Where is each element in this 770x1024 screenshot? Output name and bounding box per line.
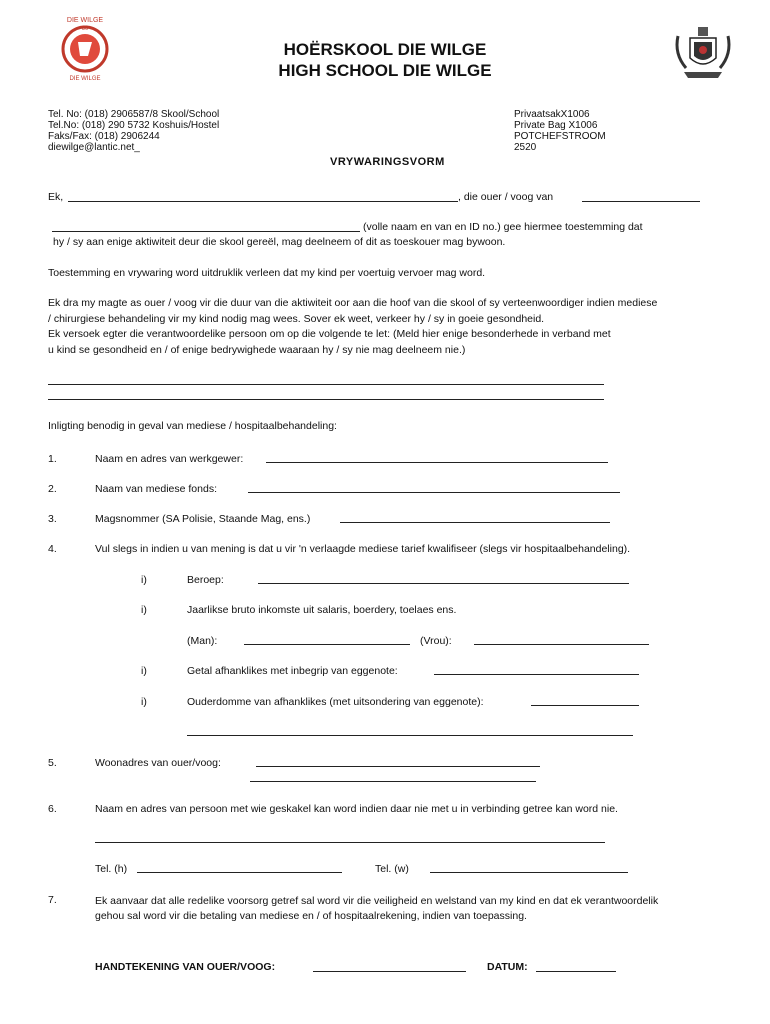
- consent-transport: Toestemming en vrywaring word uitdruklik verleen dat my kind per voertuig vervoer mag word.: [48, 267, 486, 279]
- dependants-count-label: Getal afhanklikes met inbegrip van eggenote:: [187, 665, 398, 677]
- powers-paragraph: [48, 296, 657, 358]
- dependants-count-field[interactable]: [434, 674, 639, 675]
- item-number: 1.: [48, 453, 57, 465]
- item-number: 2.: [48, 483, 57, 495]
- gross-income-label: Jaarlikse bruto inkomste uit salaris, boerdery, toelaes ens.: [187, 604, 457, 616]
- contact-line: Faks/Fax: (018) 2906244: [48, 131, 160, 142]
- home-address-field-2[interactable]: [250, 781, 536, 782]
- logo-text-top: DIE WILGE: [66, 17, 104, 24]
- reduced-tariff-label: Vul slegs in indien u van mening is dat u vir 'n verlaagde mediese tarief kwalifiseer (slegs vir hospitaalbehandeling).: [95, 543, 631, 555]
- contact-person-field[interactable]: [95, 842, 605, 843]
- sub-item-number: i): [141, 604, 147, 616]
- signature-label: HANDTEKENING VAN OUER/VOOG:: [95, 961, 276, 973]
- tel-work-label: Tel. (w): [375, 863, 409, 875]
- item-number: 6.: [48, 803, 57, 815]
- tel-work-field[interactable]: [430, 872, 628, 873]
- contact-line: Tel.No: (018) 290 5732 Koshuis/Hostel: [48, 120, 220, 131]
- contact-right: [514, 109, 606, 153]
- medical-fund-field[interactable]: [248, 492, 620, 493]
- health-notes-field-2[interactable]: [48, 399, 604, 400]
- address-line: Private Bag X1006: [514, 120, 598, 131]
- health-notes-field-1[interactable]: [48, 384, 604, 385]
- intro-full-name-label: (volle naam en van en ID no.) gee hiermee toestemming dat: [363, 221, 643, 233]
- school-title-afrikaans: HOËRSKOOL DIE WILGE: [283, 40, 487, 59]
- powers-line: Ek dra my magte as ouer / voog vir die duur van die aktiwiteit oor aan die hoof van die skool of sy verteenwoordiger indien mediese: [48, 297, 658, 309]
- item-number: 5.: [48, 757, 57, 769]
- force-number-field[interactable]: [340, 522, 610, 523]
- medical-heading: Inligting benodig in geval van mediese / hospitaalbehandeling:: [48, 420, 337, 432]
- acceptance-line: Ek aanvaar dat alle redelike voorsorg getref sal word vir die veiligheid en welstand van my kind en dat ek verantwoordelik: [95, 895, 659, 907]
- address-line: PrivaatsakX1006: [514, 109, 590, 120]
- powers-line: / chirurgiese behandeling vir my kind nodig mag wees. Sover ek weet, verkeer hy / sy in goeie gesondheid.: [48, 312, 545, 325]
- occupation-field[interactable]: [258, 583, 629, 584]
- tel-home-label: Tel. (h): [95, 863, 128, 875]
- powers-line: u kind se gesondheid en / of enige bedrywighede waaraan hy / sy nie mag deelneem nie.): [48, 343, 466, 356]
- school-title-english: HIGH SCHOOL DIE WILGE: [278, 61, 492, 80]
- dependants-ages-field[interactable]: [531, 705, 639, 706]
- parent-name-field[interactable]: [68, 201, 458, 202]
- employer-field[interactable]: [266, 462, 608, 463]
- sub-item-number: i): [141, 665, 147, 677]
- logo-text-mid: 60: [81, 26, 89, 32]
- occupation-label: Beroep:: [187, 574, 224, 586]
- home-address-label: Woonadres van ouer/voog:: [95, 757, 221, 769]
- man-income-field[interactable]: [244, 644, 410, 645]
- acceptance-line: gehou sal word vir die betaling van mediese en / of hospitaalrekening, indien van toepassing.: [95, 910, 527, 922]
- item-number: 7.: [48, 894, 57, 906]
- dependants-ages-label: Ouderdomme van afhanklikes (met uitsondering van eggenote):: [187, 696, 484, 708]
- address-line: POTCHEFSTROOM: [514, 131, 606, 142]
- full-name-id-field[interactable]: [52, 231, 360, 232]
- force-number-label: Magsnommer (SA Polisie, Staande Mag, ens.): [95, 513, 311, 525]
- acceptance-paragraph: [95, 894, 658, 924]
- powers-line: Ek versoek egter die verantwoordelike persoon om op die volgende te let: (Meld hier enige besonderhede in verband met: [48, 328, 611, 340]
- man-label: (Man):: [187, 635, 218, 647]
- address-line: 2520: [514, 142, 537, 153]
- form-title: VRYWARINGSVORM: [330, 156, 445, 168]
- tel-home-field[interactable]: [137, 872, 342, 873]
- vrou-income-field[interactable]: [474, 644, 649, 645]
- sub-item-number: i): [141, 696, 147, 708]
- item-number: 4.: [48, 543, 57, 555]
- child-name-field[interactable]: [582, 201, 700, 202]
- intro-line2: hy / sy aan enige aktiwiteit deur die skool gereël, mag deelneem of dit as toeskouer mag bywoon.: [53, 236, 506, 248]
- intro-ek: Ek,: [48, 191, 64, 203]
- vrou-label: (Vrou):: [420, 635, 452, 647]
- item-number: 3.: [48, 513, 57, 525]
- employer-label: Naam en adres van werkgewer:: [95, 453, 244, 465]
- contact-person-label: Naam en adres van persoon met wie geskakel kan word indien daar nie met u in verbinding getree kan word nie.: [95, 803, 618, 815]
- intro-parent-of: , die ouer / voog van: [458, 191, 554, 203]
- contact-left: [48, 109, 219, 153]
- home-address-field-1[interactable]: [256, 766, 540, 767]
- logo-text-bottom: DIE WILGE: [69, 76, 101, 82]
- signature-field[interactable]: [313, 971, 466, 972]
- sub-item-number: i): [141, 574, 147, 586]
- date-label: DATUM:: [487, 961, 528, 973]
- contact-email: diewilge@lantic.net_: [48, 142, 140, 153]
- contact-line: Tel. No: (018) 2906587/8 Skool/School: [48, 109, 220, 120]
- dependants-ages-field-2[interactable]: [187, 735, 633, 736]
- date-field[interactable]: [536, 971, 616, 972]
- medical-fund-label: Naam van mediese fonds:: [95, 483, 217, 495]
